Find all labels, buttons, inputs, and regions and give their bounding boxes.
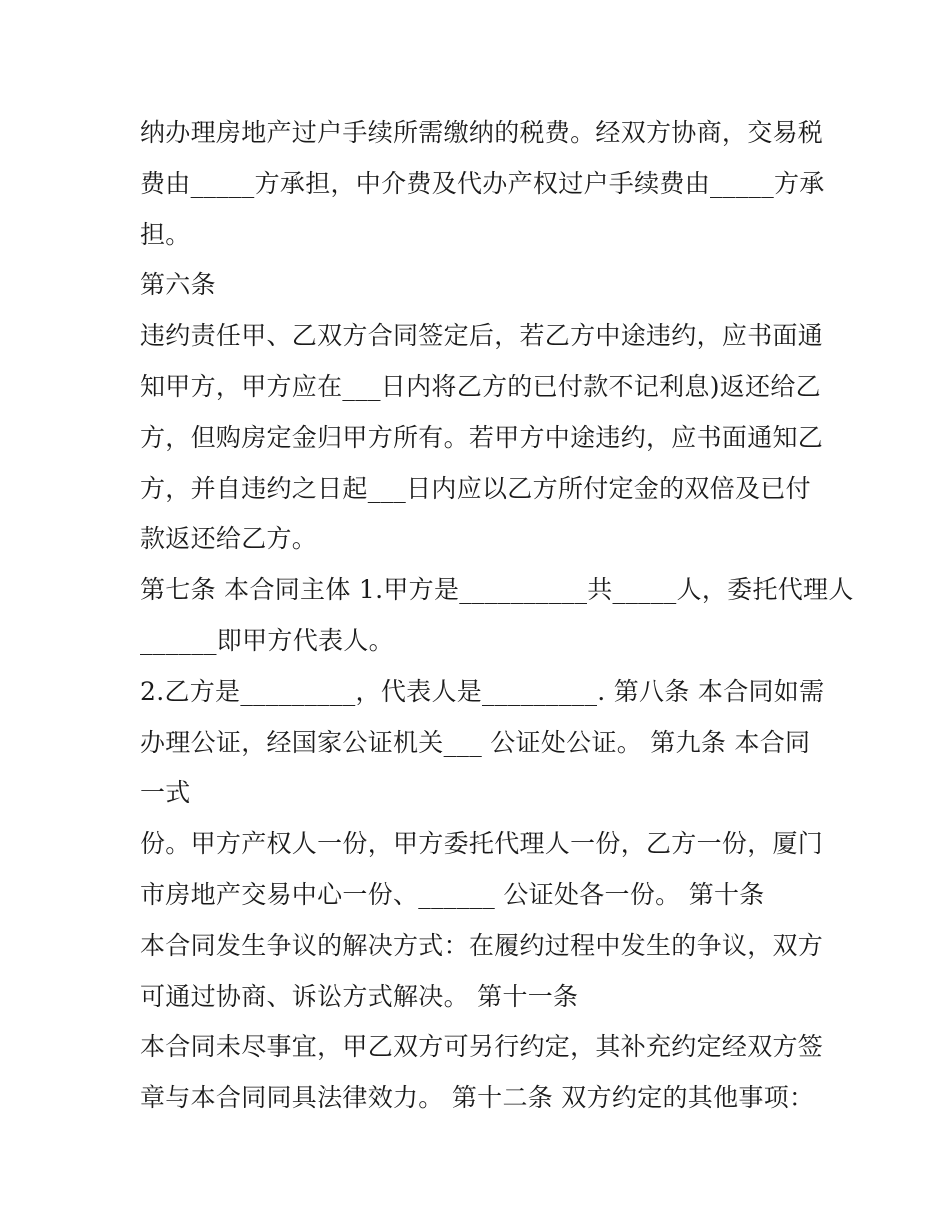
text-line: 办理公证，经国家公证机关___ 公证处公证。 第九条 本合同 <box>140 727 811 757</box>
text-line: 一式 <box>140 778 191 808</box>
text-line: 章与本合同同具法律效力。 第十二条 双方约定的其他事项： <box>140 1083 815 1113</box>
text-line: 担。 <box>140 219 191 249</box>
text-line: 费由_____方承担，中介费及代办产权过户手续费由_____方承 <box>140 168 825 198</box>
text-line: 违约责任甲、乙双方合同签定后，若乙方中途违约，应书面通 <box>140 321 824 351</box>
text-line: 知甲方，甲方应在___日内将乙方的已付款不记利息)返还给乙 <box>140 371 821 401</box>
text-line: 本合同发生争议的解决方式：在履约过程中发生的争议，双方 <box>140 930 824 960</box>
text-line: 市房地产交易中心一份、______ 公证处各一份。 第十条 <box>140 879 765 909</box>
text-line: 款返还给乙方。 <box>140 524 318 554</box>
text-line: ______即甲方代表人。 <box>140 625 394 655</box>
text-line: 方，但购房定金归甲方所有。若甲方中途违约，应书面通知乙 <box>140 422 824 452</box>
text-line: 本合同未尽事宜，甲乙双方可另行约定，其补充约定经双方签 <box>140 1032 824 1062</box>
text-line: 纳办理房地产过户手续所需缴纳的税费。经双方协商，交易税 <box>140 118 824 147</box>
text-line: 第七条 本合同主体 1.甲方是__________共_____人，委托代理人 <box>140 575 854 605</box>
text-line: 2.乙方是_________，代表人是_________. 第八条 本合同如需 <box>140 676 825 706</box>
text-line: 方，并自违约之日起___日内应以乙方所付定金的双倍及已付 <box>140 473 811 503</box>
article-heading: 第六条 <box>140 270 216 300</box>
document-body <box>140 108 854 1124</box>
text-line: 份。甲方产权人一份，甲方委托代理人一份，乙方一份，厦门 <box>140 829 824 859</box>
text-line: 可通过协商、诉讼方式解决。 第十一条 <box>140 981 579 1011</box>
